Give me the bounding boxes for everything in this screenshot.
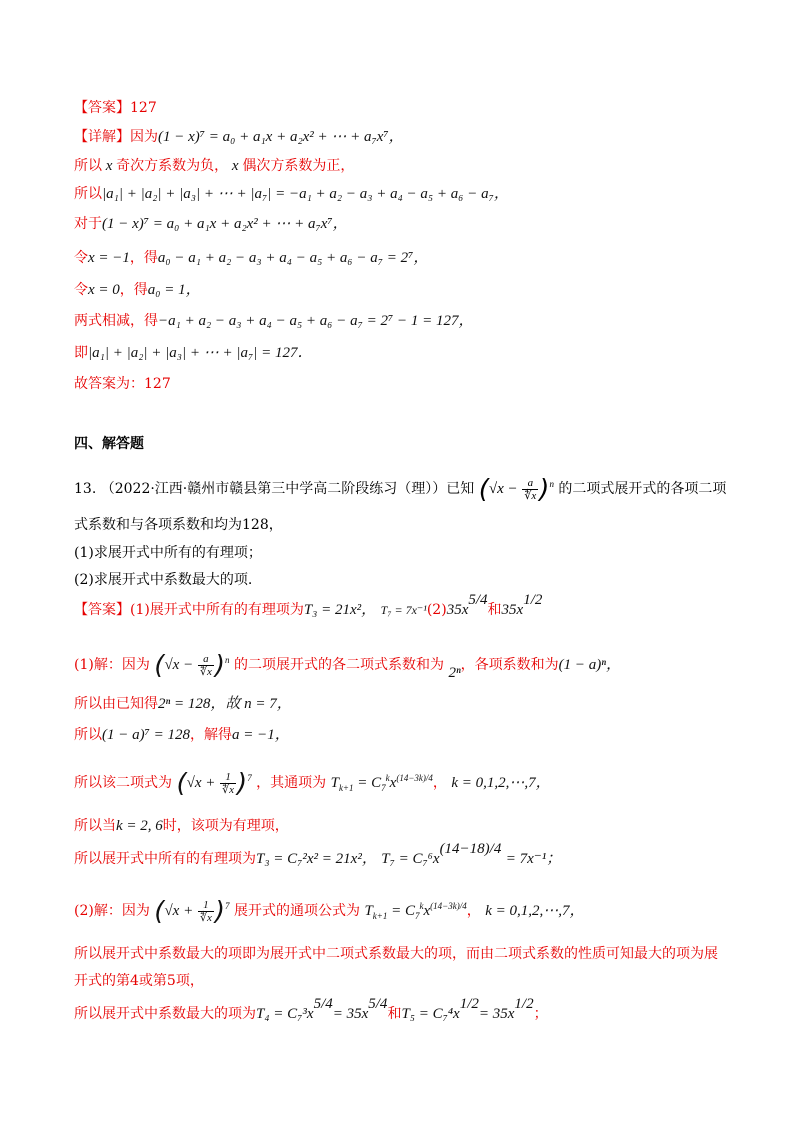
exponent-5-4: 5/4: [468, 592, 488, 608]
math-expression: T₅ = C₇⁴x: [401, 1006, 460, 1022]
text-segment: 的二项展开式的各二项式系数和为: [233, 657, 444, 673]
math-expression: k = 0,1,2,⋯,7，: [485, 903, 585, 919]
math-expression: = 35x: [332, 1006, 369, 1022]
question-2: (2)求展开式中系数最大的项.: [74, 572, 253, 588]
exponent-1-2: 1/2: [459, 996, 479, 1012]
answer-label: 【答案】: [74, 100, 130, 116]
problem-text: 的二项式展开式的各项二项: [558, 481, 727, 497]
math-expression: |a₁| + |a₂| + |a₃| + ⋯ + |a₇| = 127．: [88, 345, 313, 361]
exponent-5-4: 5/4: [368, 996, 388, 1012]
math-x: x: [102, 158, 117, 174]
solution-line-5: [74, 816, 289, 836]
math-expression: 35x: [501, 602, 524, 618]
text-segment: (2): [426, 602, 447, 618]
solution-line-6: [74, 841, 562, 869]
detail-line-2: [74, 156, 354, 176]
answer-value: 127: [130, 100, 157, 116]
text-segment: 展开式的通项公式为: [233, 903, 360, 919]
detail-line-6: [74, 280, 201, 300]
math-expression: x = −1: [88, 250, 130, 266]
text-segment: (1)展开式中所有的有理项为: [130, 602, 304, 618]
math-expression: T₃ = 21x²，: [303, 602, 377, 618]
section-title: 四、解答题: [74, 436, 144, 452]
exponent-14-18-4: (14−18)/4: [439, 841, 502, 857]
detail-line-3: [74, 184, 509, 204]
text-segment: (2)解：因为: [74, 903, 150, 919]
text-segment: 所以展开式中所有的有理项为: [74, 851, 256, 867]
exponent-5-4: 5/4: [313, 996, 333, 1012]
binomial-expression: (√x − $\frac{a}{∜x}$ )$^n$: [478, 474, 554, 505]
math-expression: (1 − x)⁷ = a₀ + a₁x + a₂x² + ⋯ + a₇x⁷，: [102, 216, 348, 232]
text-segment: 两式相减，得: [74, 313, 158, 329]
text-segment: ，得: [119, 282, 148, 298]
binomial-plus-expression: (√x + $\frac{1}{∜x}$ )$^7$: [176, 768, 252, 799]
text-segment: 所以当: [74, 818, 116, 834]
solution-line-1: [74, 650, 621, 688]
math-expression: 2ⁿ = 128，故 n = 7，: [158, 696, 292, 712]
solution-line-8: 所以展开式中系数最大的项即为展开式中二项式系数最大的项，而由二项式系数的性质可知最大的项为展: [74, 946, 718, 962]
text-segment: ，其通项为: [256, 775, 327, 791]
text-segment: 奇次方系数为负，: [116, 158, 229, 174]
answer-line: [74, 98, 157, 118]
math-expression: (1 − a)⁷ = 128: [102, 727, 190, 743]
problem-number: 13.: [74, 481, 97, 497]
text-segment: ；: [533, 1006, 548, 1022]
detail-line-7: [74, 311, 473, 331]
math-expression: 2ⁿ: [448, 665, 461, 681]
detail-line-1: [74, 127, 404, 147]
math-expression: T₃ = C₇²x² = 21x²，: [256, 851, 377, 867]
binomial-plus-expression: (√x + $\frac{1}{∜x}$ )$^7$: [154, 896, 230, 927]
text-segment: 令: [74, 282, 88, 298]
detail-math: (1 − x)⁷ = a₀ + a₁x + a₂x² + ⋯ + a₇x⁷，: [158, 129, 404, 145]
exponent-1-2: 1/2: [514, 996, 534, 1012]
problem-line-2: 式系数和与各项系数和均为128，: [74, 517, 283, 533]
solution-line-10: [74, 996, 548, 1024]
detail-text: 因为: [130, 129, 158, 145]
question-1: (1)求展开式中所有的有理项；: [74, 545, 262, 561]
math-expression: |a₁| + |a₂| + |a₃| + ⋯ + |a₇| = −a₁ + a₂ − a₃ + a₄ − a₅ + a₆ − a₇，: [102, 186, 509, 202]
math-expression: x = 0: [88, 282, 120, 298]
text-segment: 和: [487, 602, 502, 618]
solution-line-9: 开式的第4或第5项，: [74, 973, 204, 989]
text-segment: ，解得: [189, 727, 232, 743]
detail-line-5: [74, 248, 428, 268]
final-answer: 故答案为：127: [74, 376, 171, 392]
math-x: x: [228, 158, 243, 174]
math-expression: 35x: [446, 602, 469, 618]
math-expression: (1 − a)ⁿ，: [558, 657, 622, 673]
text-segment: 所以该二项式为: [74, 775, 172, 791]
solution-answer: [74, 592, 543, 620]
math-expression: −a₁ + a₂ − a₃ + a₄ − a₅ + a₆ − a₇ = 2⁷ − 1 = 127，: [158, 313, 474, 329]
exponent-1-2: 1/2: [523, 592, 543, 608]
math-expression: k = 0,1,2,⋯,7，: [451, 775, 551, 791]
text-segment: 时，该项为有理项，: [162, 818, 289, 834]
detail-line-8: [74, 343, 312, 363]
math-expression: T₄ = C₇³x: [256, 1006, 314, 1022]
text-segment: 所以: [74, 158, 102, 174]
detail-line-9: [74, 374, 171, 394]
text-segment: ，得: [129, 250, 158, 266]
text-segment: ，各项系数和为: [460, 657, 559, 673]
math-expression: T₇ = 7x⁻¹: [380, 603, 427, 617]
detail-line-4: [74, 214, 348, 234]
text-segment: 令: [74, 250, 88, 266]
math-expression: k = 2, 6: [116, 818, 163, 834]
math-expression: a₀ = 1，: [147, 282, 201, 298]
solution-line-7: (2)解：因为 (√x + $\frac{1}{∜x}$ )$^7$ 展开式的通项公式为 $T_{k+1} = C_7^kx^{(14-3k)/4}$， k = 0,1,2,⋯,7，: [74, 896, 585, 927]
general-term-formula: $T_{k+1} = C_7^kx^{(14-3k)/4}$: [364, 901, 467, 921]
problem-source: （2022·江西·赣州市赣县第三中学高二阶段练习（理））已知: [100, 481, 475, 497]
answer-label: 【答案】: [74, 602, 130, 618]
text-segment: 所以: [74, 727, 102, 743]
text-segment: 即: [74, 345, 88, 361]
math-expression: = 7x⁻¹；: [505, 851, 562, 867]
text-segment: 偶次方系数为正，: [242, 158, 355, 174]
solution-line-2: [74, 694, 292, 714]
solution-line-3: [74, 725, 290, 745]
text-segment: 对于: [74, 216, 102, 232]
solution-line-4: 所以该二项式为 (√x + $\frac{1}{∜x}$ )$^7$ ，其通项为 $T_{k+1} = C_7^kx^{(14-3k)/4}$， k = 0,1,2,⋯,7，: [74, 768, 551, 799]
math-expression: a₀ − a₁ + a₂ − a₃ + a₄ − a₅ + a₆ − a₇ = 2⁷，: [157, 250, 429, 266]
problem-line-1: [74, 474, 726, 505]
text-segment: 所以展开式中系数最大的项为: [74, 1006, 256, 1022]
text-segment: (1)解：因为: [74, 657, 150, 673]
text-segment: 所以由已知得: [74, 696, 158, 712]
math-expression: = 35x: [478, 1006, 515, 1022]
text-segment: 和: [387, 1006, 402, 1022]
text-segment: 所以: [74, 186, 102, 202]
detail-label: 【详解】: [74, 129, 130, 145]
binomial-expression: (√x − $\frac{a}{∜x}$ )$^n$: [154, 650, 230, 681]
math-expression: T₇ = C₇⁶x: [381, 851, 440, 867]
general-term-formula: $T_{k+1} = C_7^kx^{(14-3k)/4}$: [330, 773, 433, 793]
math-expression: a = −1，: [231, 727, 290, 743]
